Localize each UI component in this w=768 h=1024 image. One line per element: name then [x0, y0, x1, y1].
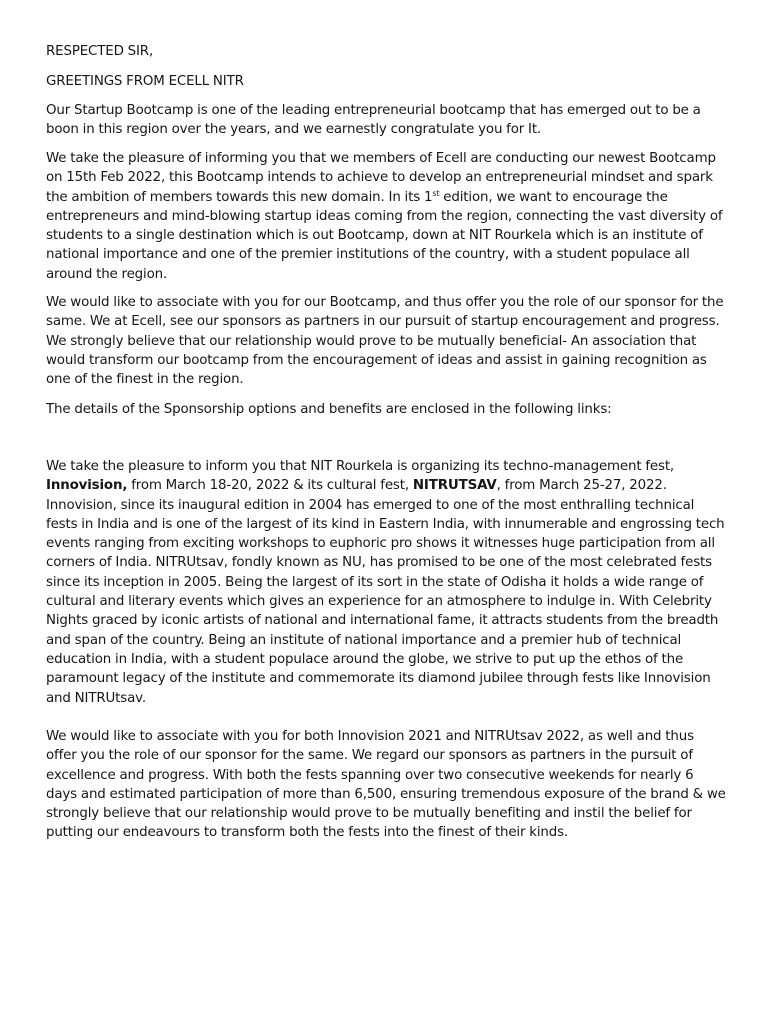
sponsor-paragraph: We would like to associate with you for our Bootcamp, and thus offer you the role of our sponsor for the same. We at Ecell, see our sponsors as partners in our pursuit of startup encouragement and progress. We strongly believe that our relationship would prove to be mutually beneficial- An association that would transform our bootcamp from the encouragement of ideas and assist in gaining recognition as one of the finest in the region. [46, 295, 724, 388]
fest-paragraph [46, 457, 726, 708]
bootcamp-paragraph [46, 149, 726, 284]
ordinal-suffix: st [432, 188, 440, 198]
nitrutsav-name: NITRUTSAV [412, 478, 497, 494]
greeting: GREETINGS FROM ECELL NITR [46, 74, 244, 89]
bootcamp-text: We take the pleasure of informing you that we members of Ecell are conducting our newest Bootcamp on 15th Feb 2022, this Bootcamp intends to achieve to develop an entrepreneurial mindset and spark the ambition of members towards this new domain. In its 1 [46, 151, 716, 205]
closing-paragraph: We would like to associate with you for both Innovision 2021 and NITRUtsav 2022, as well and thus offer you the role of our sponsor for the same. We regard our sponsors as partners in the pursuit of excellence and progress. With both the fests spanning over two consecutive weekends for nearly 6 days and estimated participation of more than 6,500, ensuring tremendous exposure of the brand & we strongly believe that our relationship would prove to be mutually benefiting and instil the belief for putting our endeavours to transform both the fests into the finest of their kinds. [46, 729, 726, 841]
fest-text-b: from March 18-20, 2022 & its cultural fest, [127, 478, 413, 494]
innovision-name: Innovision, [46, 478, 128, 494]
bootcamp-text-rest: edition, we want to encourage the entrepreneurs and mind-blowing startup ideas coming from the region, connecting the vast diversity of students to a single destination which is out Bootcamp, down at NIT Rourkela which is an institute of national importance and one of the premier institutions of the country, with a student populace all around the region. [46, 189, 723, 282]
fest-text-a: We take the pleasure to inform you that NIT Rourkela is organizing its techno-management fest, [46, 459, 675, 474]
details-paragraph: The details of the Sponsorship options and benefits are enclosed in the following links: [46, 402, 612, 417]
salutation: RESPECTED SIR, [46, 44, 154, 59]
fest-text-c: , from March 25-27, 2022. Innovision, since its inaugural edition in 2004 has emerged to one of the most enthralling technical fests in India and is one of the largest of its kind in Eastern India, with innumerable and engrossing tech events ranging from exciting workshops to euphoric pro shows it witnesses huge participation from all corners of India. NITRUtsav, fondly known as NU, has promised to be one of the most celebrated fests since its inception in 2005. Being the largest of its sort in the state of Odisha it holds a wide range of cultural and literary events which gives an experience for an atmosphere to indulge in. With Celebrity Nights graced by iconic artists of national and international fame, it attracts students from the breadth and span of the country. Being an institute of national importance and a premier hub of technical education in India, with a student populace around the globe, we strive to put up the ethos of the paramount legacy of the institute and commemorate its diamond jubilee through fests like Innovision and NITRUtsav. [46, 478, 725, 706]
intro-paragraph: Our Startup Bootcamp is one of the leading entrepreneurial bootcamp that has emerged out to be a boon in this region over the years, and we earnestly congratulate you for It. [46, 103, 701, 138]
